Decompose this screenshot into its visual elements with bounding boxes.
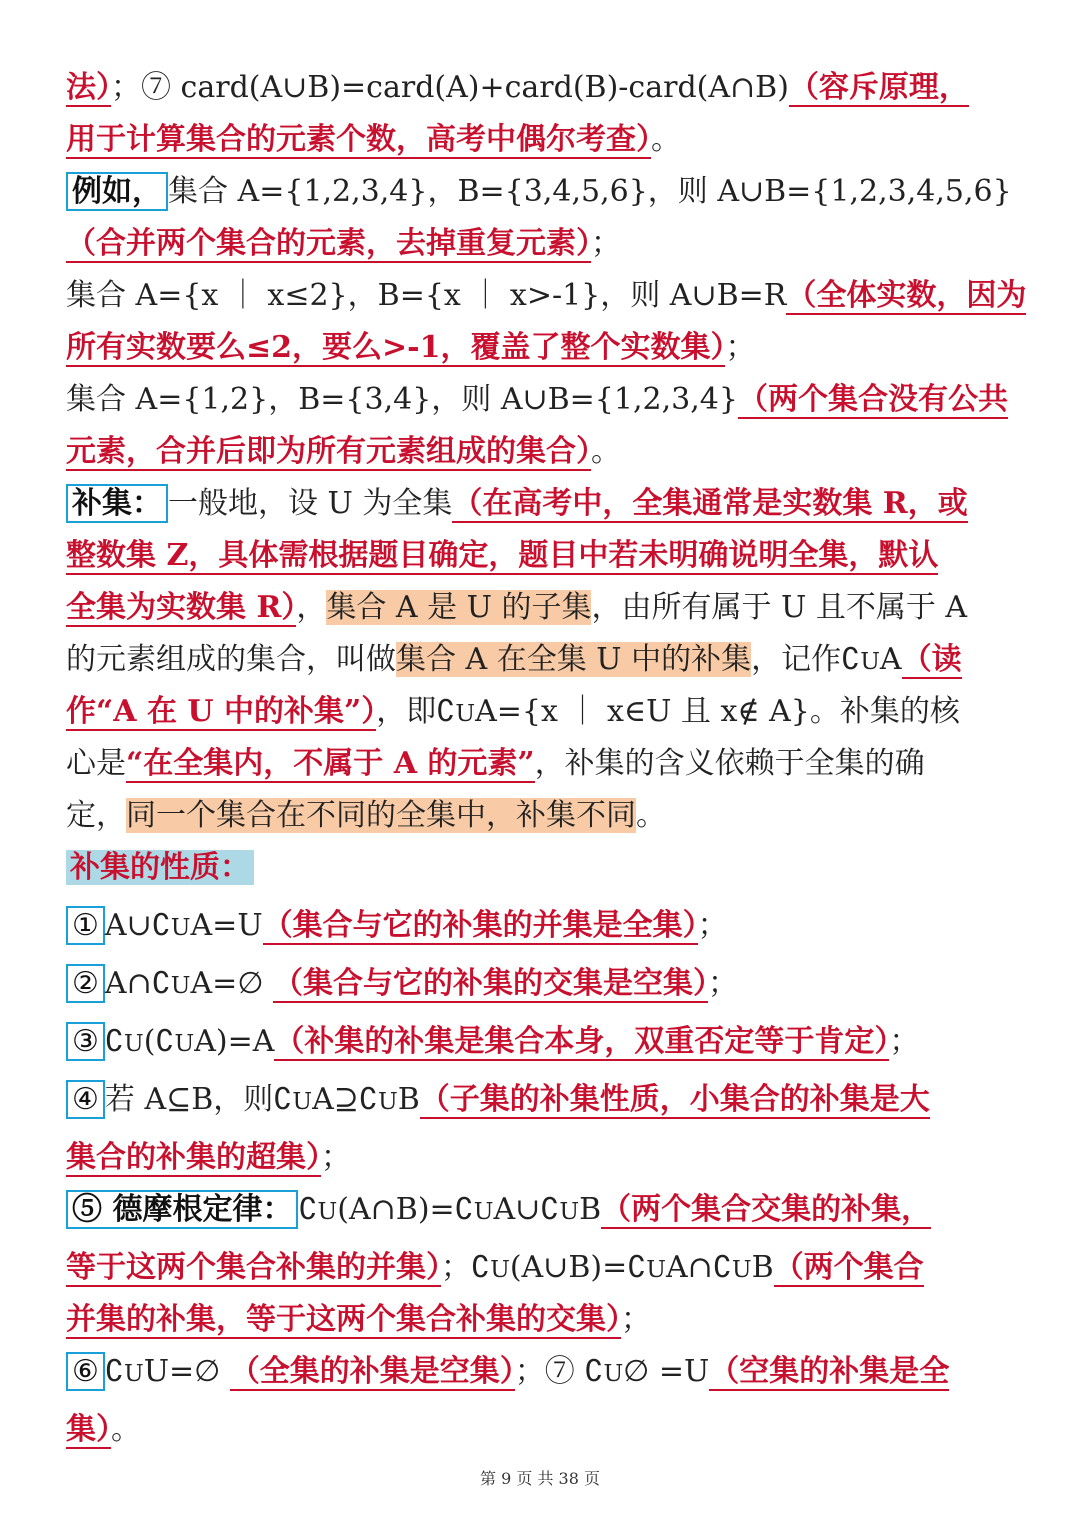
text-line (66, 634, 1014, 686)
punct: ； (697, 908, 728, 943)
highlight-text: 同一个集合在不同的全集中，补集不同 (126, 798, 636, 833)
text-line (66, 738, 1014, 790)
subscript: U (490, 1255, 510, 1283)
body-text: 定， (66, 798, 126, 833)
body-text: 的元素组成的集合，叫做 (66, 642, 396, 677)
formula-text: ；∁ (441, 1250, 491, 1285)
red-note: 并集的补集，等于这两个集合补集的交集） (66, 1302, 621, 1337)
formula-text: ∅ =U (623, 1354, 710, 1389)
text-line (66, 270, 1027, 322)
red-note: （全体实数，因为 (786, 278, 1027, 313)
text-line (66, 374, 1014, 426)
punct: ； (591, 226, 621, 261)
formula-text: A⊇∁ (312, 1082, 378, 1117)
subscript: U (860, 647, 880, 675)
red-note: （合并两个集合的元素，去掉重复元素） (66, 226, 591, 261)
red-note: （集合与它的补集的并集是全集） (262, 908, 698, 943)
punct: ； (889, 1024, 920, 1059)
body-text: ，记作∁ (751, 642, 861, 677)
body-text: 一般地，设 U 为全集 (168, 486, 453, 521)
properties-title: 补集的性质： (66, 850, 254, 885)
text-line (66, 218, 1014, 270)
example-label: 例如， (66, 172, 168, 211)
formula-text: A∩∁ (666, 1250, 732, 1285)
formula-text: 若 A⊆B，则∁ (104, 1082, 293, 1117)
body-text: 集合 A={1,2,3,4}，B={3,4,5,6}，则 A∪B={1,2,3,4,5,6} (168, 174, 1012, 209)
formula-text: B (751, 1250, 774, 1285)
property-line (66, 1184, 1014, 1242)
punct: 。 (111, 1412, 141, 1447)
text-line (66, 582, 1014, 634)
subscript: U (292, 1087, 313, 1115)
formula-text: (A∪B)=∁ (509, 1250, 647, 1285)
property-line (66, 958, 1014, 1016)
formula-text: A=∅ (190, 966, 273, 1001)
text-line (66, 166, 1014, 218)
subscript: U (170, 971, 191, 999)
red-note: 全集为实数集 R） (66, 590, 297, 625)
formula-text: (∁ (143, 1024, 175, 1059)
punct: 。 (651, 122, 681, 157)
red-note: “在全集内，不属于 A 的元素” (126, 746, 535, 781)
subscript: U (473, 1197, 494, 1225)
formula-text: ；⑦ card(A∪B)=card(A)+card(B)-card(A∩B) (111, 70, 789, 105)
formula-text: U=∅ (143, 1354, 230, 1389)
property-line (66, 1294, 1014, 1346)
red-note: （全集的补集是空集） (229, 1354, 515, 1389)
red-note: （在高考中，全集通常是实数集 R，或 (452, 486, 968, 521)
punct: ； (708, 966, 738, 1001)
highlight-text: 集合 A 是 U 的子集 (326, 590, 592, 625)
punct: 。 (591, 434, 621, 469)
property-number: ⑥ (66, 1352, 105, 1391)
complement-label: 补集： (66, 484, 168, 523)
subscript: U (646, 1255, 667, 1283)
body-text: 心是 (66, 746, 126, 781)
red-note: （读 (901, 642, 962, 677)
formula-text: A=U (190, 908, 263, 943)
subscript: U (170, 913, 191, 941)
formula-text: (A∩B)=∁ (337, 1192, 474, 1227)
formula-text: ∁ (298, 1192, 318, 1227)
property-line (66, 1242, 1014, 1294)
punct: ； (321, 1140, 351, 1175)
property-line (66, 1016, 1014, 1074)
subscript: U (559, 1197, 580, 1225)
property-number: ④ (66, 1080, 105, 1119)
red-note: 用于计算集合的元素个数，高考中偶尔考查） (66, 122, 651, 157)
red-note: 元素，合并后即为所有元素组成的集合） (66, 434, 591, 469)
subscript: U (731, 1255, 752, 1283)
highlight-text: 集合 A 在全集 U 中的补集 (396, 642, 752, 677)
red-note: （容斥原理， (788, 70, 969, 105)
red-note: （两个集合交集的补集， (601, 1192, 932, 1227)
text-line (66, 62, 1014, 114)
red-note: 整数集 Z，具体需根据题目确定，题目中若未明确说明全集，默认 (66, 538, 939, 573)
formula-text: A∪∁ (493, 1192, 560, 1227)
body-text: 集合 A={1,2}，B={3,4}，则 A∪B={1,2,3,4} (66, 382, 738, 417)
red-note: （空集的补集是全 (709, 1354, 950, 1389)
punct: ； (725, 330, 756, 365)
body-text: ，由所有属于 U 且不属于 A (591, 590, 968, 625)
body-text: ，即∁ (376, 694, 456, 729)
text-line (66, 530, 1014, 582)
subscript: U (174, 1029, 195, 1057)
property-number: ① (66, 906, 105, 945)
formula-text: A∪∁ (104, 908, 171, 943)
text-line (66, 686, 1014, 738)
body-text: 。 (636, 798, 666, 833)
body-text: 集合 A={x ｜ x≤2}，B={x ｜ x>-1}，则 A∪B=R (66, 278, 787, 313)
red-note: 集合的补集的超集） (66, 1140, 321, 1175)
red-note: （两个集合没有公共 (737, 382, 1008, 417)
subscript: U (378, 1087, 398, 1115)
page-footer: 第 9 页 共 38 页 (480, 1469, 600, 1488)
property-line (66, 1074, 1014, 1132)
formula-text: A∩∁ (104, 966, 171, 1001)
text-line (66, 426, 1014, 478)
red-note: （补集的补集是集合本身，双重否定等于肯定） (274, 1024, 890, 1059)
red-note: 集） (66, 1412, 111, 1447)
text-line (66, 842, 1014, 894)
body-text: ，补集的含义依赖于全集的确 (534, 746, 925, 781)
de-morgan-label: ⑤ 德摩根定律： (66, 1190, 298, 1229)
property-line (66, 1404, 1014, 1456)
property-line (66, 1132, 1014, 1184)
property-line (66, 1346, 1014, 1404)
text-line (66, 322, 1014, 374)
formula-text: ；⑦ ∁ (514, 1354, 604, 1389)
red-note: 作“A 在 U 中的补集”） (66, 694, 377, 729)
body-text: A (879, 642, 902, 677)
property-number: ③ (66, 1022, 105, 1061)
formula-text: ∁ (104, 1024, 124, 1059)
subscript: U (317, 1197, 338, 1225)
red-note: （子集的补集性质，小集合的补集是大 (419, 1082, 930, 1117)
subscript: U (455, 699, 476, 727)
red-note: 所有实数要么≤2，要么>-1，覆盖了整个实数集） (66, 330, 726, 365)
subscript: U (124, 1029, 144, 1057)
text-line (66, 790, 1014, 842)
formula-text: B (397, 1082, 420, 1117)
formula-text: ∁ (104, 1354, 124, 1389)
property-number: ② (66, 964, 105, 1003)
formula-text: B (579, 1192, 602, 1227)
red-note: （集合与它的补集的交集是空集） (273, 966, 708, 1001)
text-line (66, 114, 1014, 166)
formula-text: A)=A (194, 1024, 275, 1059)
red-note: 等于这两个集合补集的并集） (66, 1250, 441, 1285)
subscript: U (603, 1359, 624, 1387)
punct: ， (296, 590, 327, 625)
text-line (66, 478, 1014, 530)
red-note: 法） (66, 70, 111, 105)
punct: ； (621, 1302, 651, 1337)
subscript: U (124, 1359, 144, 1387)
property-line (66, 900, 1014, 958)
body-text: A={x ｜ x∈U 且 x∉ A}。补集的核 (475, 694, 960, 729)
red-note: （两个集合 (773, 1250, 924, 1285)
